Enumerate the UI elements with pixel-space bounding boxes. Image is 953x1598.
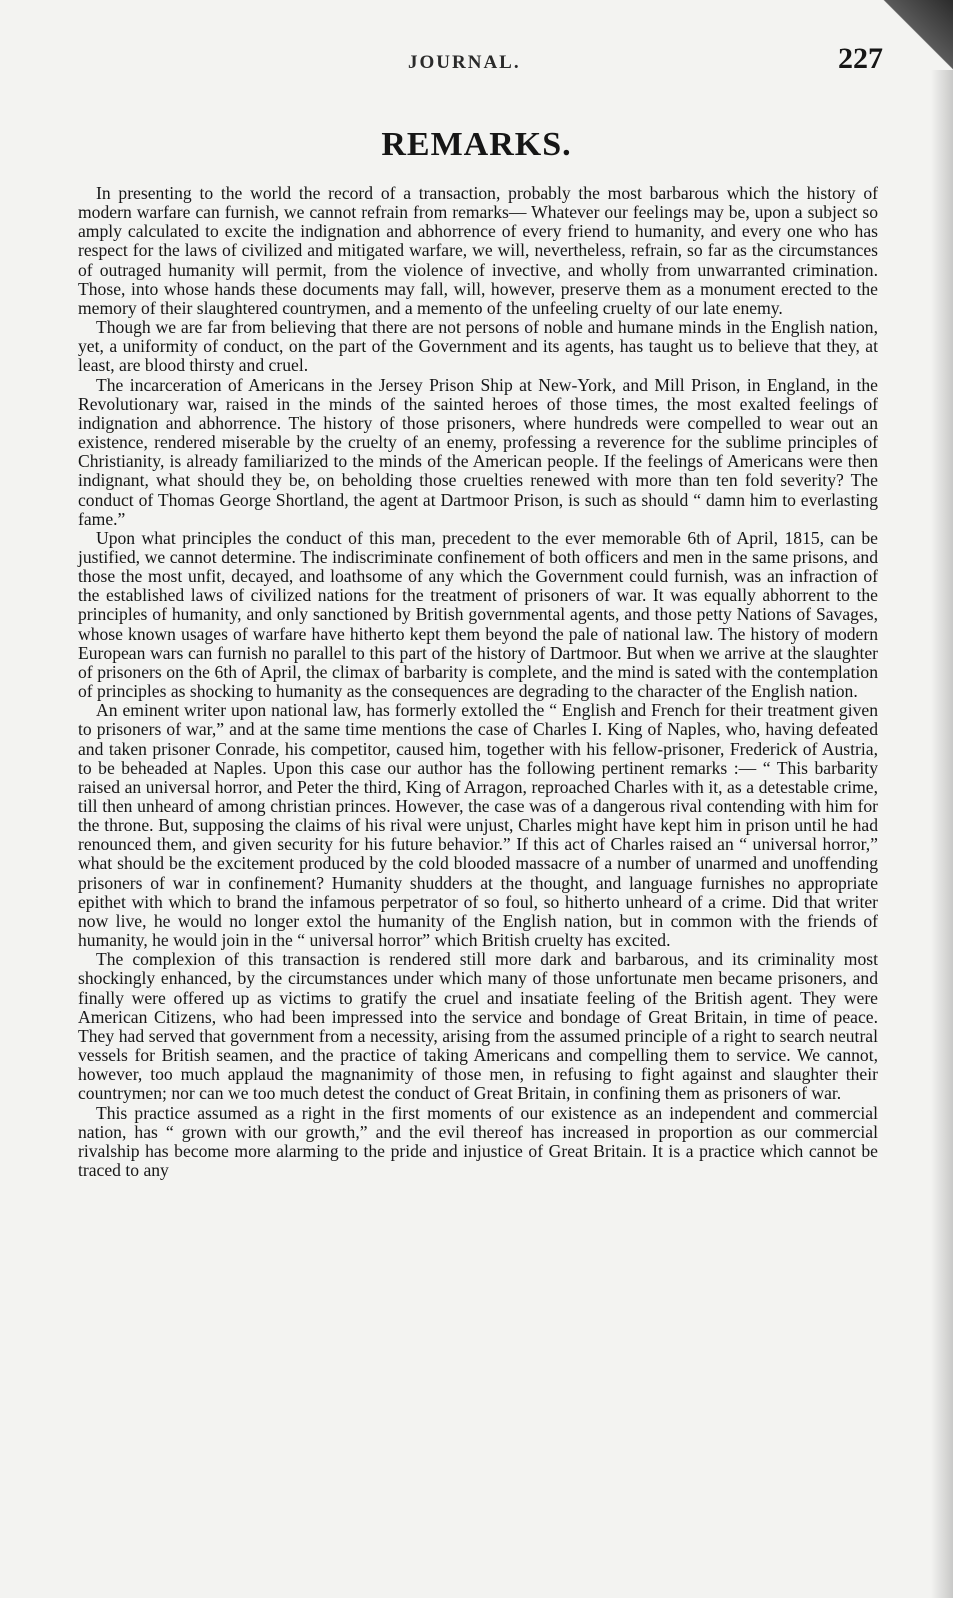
running-head-title: JOURNAL. (408, 52, 521, 73)
paragraph: Though we are far from believing that there are not persons of noble and humane minds in the English nation, yet, a uniformity of conduct, on the part of the Government and its agents, has taught us to believe that they, at least, are blood thirsty and cruel. (78, 317, 878, 376)
page-edge-shadow (931, 70, 953, 1598)
page-number: 227 (838, 42, 883, 75)
section-title: REMARKS. (381, 126, 572, 163)
paragraph: Upon what principles the conduct of this man, precedent to the ever memorable 6th of April, 1815, can be justified, we cannot determine. The indiscriminate confinement of both officers and men in the same prisons, and those the most unfit, decayed, and loathsome of any which the Government could furnish, was an infraction of the established laws of civilized nations for the treatment of prisoners of war. It was equally abhorrent to the principles of humanity, and only sanctioned by British governmental agents, and those petty Nations of Savages, whose known usages of warfare have hitherto kept them beyond the pale of national law. The history of modern European wars can furnish no parallel to this part of the history of Dartmoor. But when we arrive at the slaughter of prisoners on the 6th of April, the climax of barbarity is complete, and the mind is sated with the contemplation of principles as shocking to humanity as the consequences are degrading to the character of the English nation. (78, 527, 878, 702)
running-header (0, 42, 953, 82)
body-text (78, 184, 878, 1180)
paragraph: An eminent writer upon national law, has formerly extolled the “ English and French for their treatment given to prisoners of war,” and at the same time mentions the case of Charles I. King of Naples, who, having defeated and taken prisoner Conrade, his competitor, caused him, together with his fellow-prisoner, Frederick of Austria, to be beheaded at Naples. Upon this case our author has the following pertinent remarks :— “ This barbarity raised an universal horror, and Peter the third, King of Arragon, reproached Charles with it, as a detestable crime, till then unheard of among christian princes. However, the case was of a dangerous rival contending with him for the throne. But, supposing the claims of his rival were unjust, Charles might have kept him in prison until he had renounced them, and given security for his future behavior.” If this act of Charles raised an “ universal horror,” what should be the excitement produced by the cold blooded massacre of a number of unarmed and unoffending prisoners of war in confinement? Humanity shudders at the thought, and language furnishes no appropriate epithet with which to brand the infamous perpetrator of so foul, so hitherto unheard of a crime. Did that writer now live, he would no longer extol the humanity of the English nation, but in common with the friends of humanity, he would join in the “ universal horror” which British cruelty has excited. (78, 700, 878, 951)
paragraph: The complexion of this transaction is rendered still more dark and barbarous, and its criminality most shockingly enhanced, by the circumstances under which many of those unfortunate men became prisoners, and finally were offered up as victims to gratify the cruel and insatiate feeling of the British agent. They were American Citizens, who had been impressed into the service and bondage of Great Britain, in time of peace. They had served that government from a necessity, arising from the assumed principle of a right to search neutral vessels for British seamen, and the practice of taking Americans and compelling them to service. We cannot, however, too much applaud the magnanimity of those men, in refusing to fight against and slaughter their countrymen; nor can we too much detest the conduct of Great Britain, in confining them as prisoners of war. (78, 949, 878, 1104)
paragraph: The incarceration of Americans in the Jersey Prison Ship at New-York, and Mill Prison, in England, in the Revolutionary war, raised in the minds of the sainted heroes of those times, the most exalted feelings of indignation and abhorrence. The history of those prisoners, where hundreds were compelled to wear out an existence, rendered miserable by the cruelty of an enemy, professing a reverence for the sublime principles of Christianity, is already familiarized to the minds of the American people. If the feelings of Americans were then indignant, what should they be, on beholding those cruelties renewed with more than ten fold severity? The conduct of Thomas George Shortland, the agent at Dartmoor Prison, is such as should “ damn him to everlasting fame.” (78, 374, 878, 529)
paragraph: This practice assumed as a right in the first moments of our existence as an independent and commercial nation, has “ grown with our growth,” and the evil thereof has increased in proportion as our commercial rivalship has become more alarming to the pride and injustice of Great Britain. It is a practice which cannot be traced to any (78, 1102, 878, 1180)
paragraph: In presenting to the world the record of a transaction, probably the most barbarous which the history of modern warfare can furnish, we cannot refrain from remarks— Whatever our feelings may be, upon a subject so amply calculated to excite the indignation and abhorrence of every friend to humanity, and every one who has respect for the laws of civilized and mitigated warfare, we will, nevertheless, refrain, so far as the circumstances of outraged humanity will permit, from the violence of invective, and wholly from unwarranted crimination. Those, into whose hands these documents may fall, will, however, preserve them as a monument erected to the memory of their slaughtered countrymen, and a memento of the unfeeling cruelty of our late enemy. (78, 183, 878, 318)
